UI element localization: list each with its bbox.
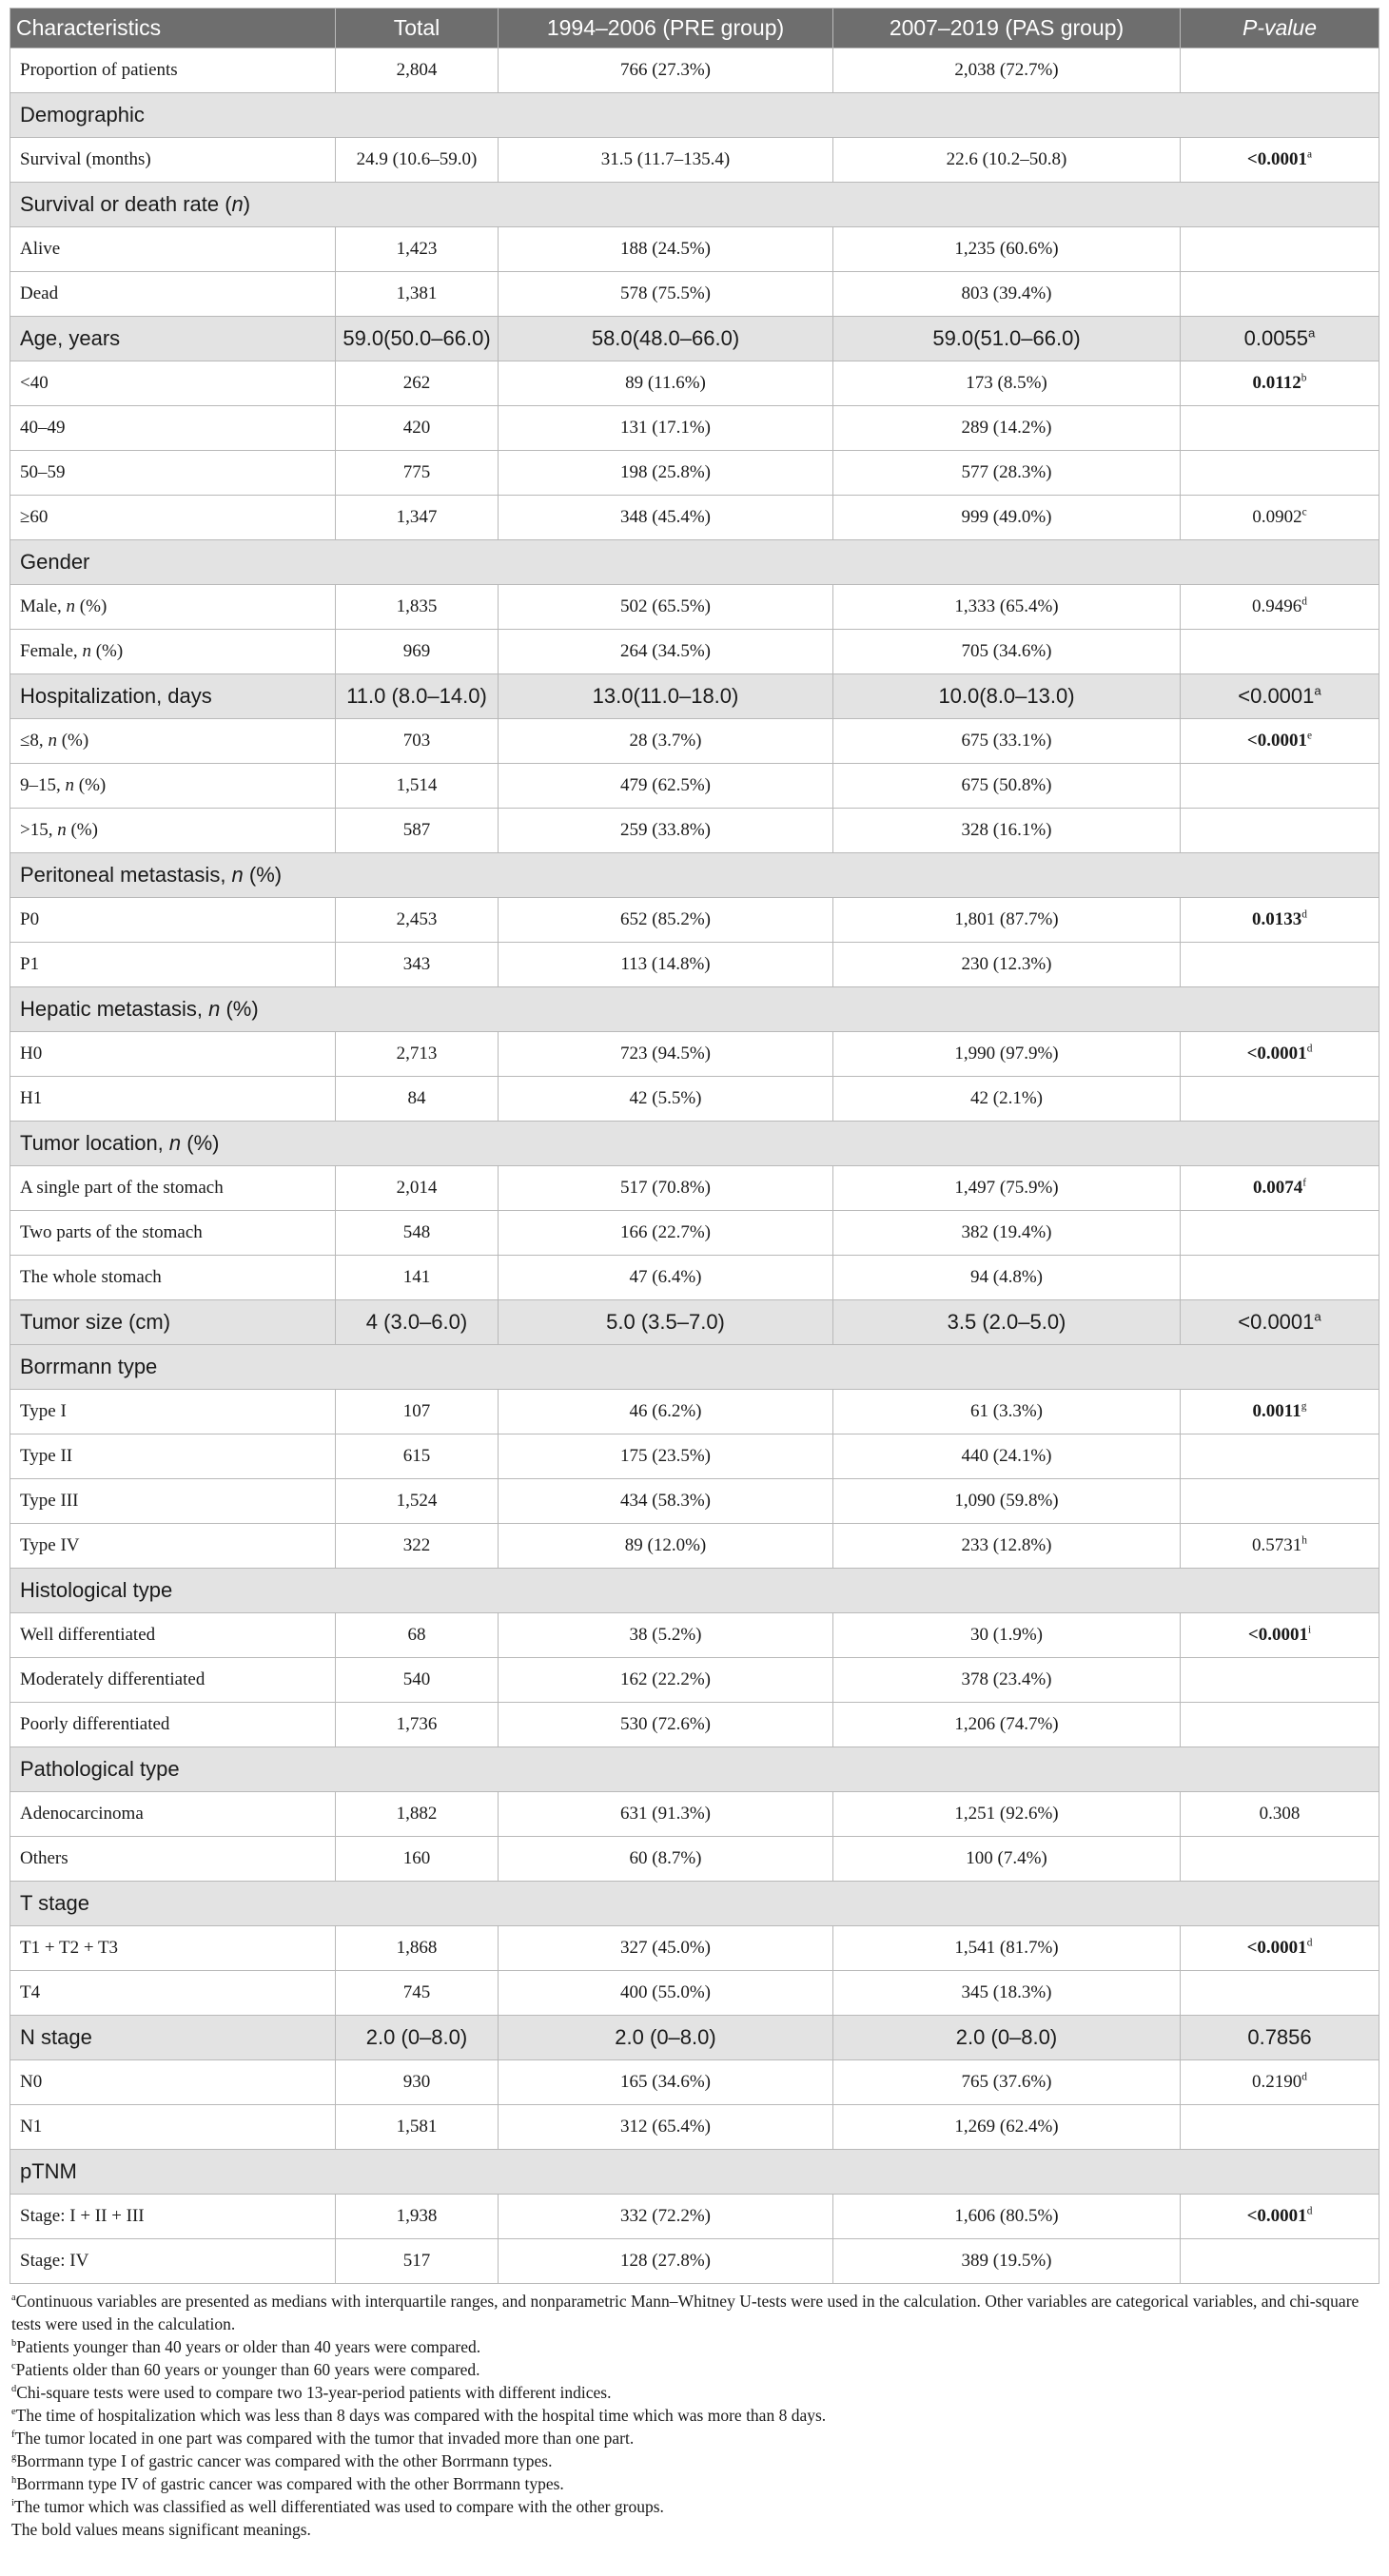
cell-p-value	[1181, 1971, 1379, 2016]
cell-total: 262	[336, 361, 499, 406]
cell-pre-group: 165 (34.6%)	[499, 2060, 833, 2105]
cell-total: 343	[336, 943, 499, 987]
table-row	[10, 49, 1379, 93]
cell-total: 2.0 (0–8.0)	[336, 2016, 499, 2060]
cell-total: 160	[336, 1837, 499, 1882]
cell-pre-group: 652 (85.2%)	[499, 898, 833, 943]
section-label: T stage	[10, 1882, 1379, 1926]
cell-pas-group: 10.0(8.0–13.0)	[833, 674, 1181, 719]
cell-p-value: 0.0133$^d$	[1181, 898, 1379, 943]
table-row	[10, 764, 1379, 809]
cell-total: 969	[336, 630, 499, 674]
table-row	[10, 1837, 1379, 1882]
cell-pas-group: 675 (33.1%)	[833, 719, 1181, 764]
cell-p-value	[1181, 227, 1379, 272]
cell-pre-group: 264 (34.5%)	[499, 630, 833, 674]
cell-characteristic: N stage	[10, 2016, 336, 2060]
cell-characteristic: N1	[10, 2105, 336, 2150]
cell-characteristic: A single part of the stomach	[10, 1166, 336, 1211]
table-row	[10, 1434, 1379, 1479]
cell-characteristic: Type III	[10, 1479, 336, 1524]
cell-total: 84	[336, 1077, 499, 1122]
cell-total: 703	[336, 719, 499, 764]
cell-total: 1,347	[336, 496, 499, 540]
table-row	[10, 406, 1379, 451]
cell-total: 141	[336, 1256, 499, 1300]
cell-pas-group: 577 (28.3%)	[833, 451, 1181, 496]
section-summary-row	[10, 317, 1379, 361]
section-label: Demographic	[10, 93, 1379, 138]
footnote: $^h$Borrmann type IV of gastric cancer was compared with the other Borrmann types.	[11, 2474, 564, 2493]
footnote: $^g$Borrmann type I of gastric cancer was compared with the other Borrmann types.	[11, 2451, 553, 2470]
table-row	[10, 361, 1379, 406]
cell-pre-group: 723 (94.5%)	[499, 1032, 833, 1077]
cell-pre-group: 502 (65.5%)	[499, 585, 833, 630]
table-row	[10, 1971, 1379, 2016]
cell-characteristic: Age, years	[10, 317, 336, 361]
table-header-row	[10, 9, 1379, 49]
section-row	[10, 1345, 1379, 1390]
cell-total: 930	[336, 2060, 499, 2105]
cell-total: 1,835	[336, 585, 499, 630]
cell-pre-group: 46 (6.2%)	[499, 1390, 833, 1434]
cell-characteristic: Survival (months)	[10, 138, 336, 183]
cell-p-value: <0.0001$^a$	[1181, 1300, 1379, 1345]
cell-p-value	[1181, 809, 1379, 853]
cell-p-value	[1181, 1077, 1379, 1122]
cell-pas-group: 30 (1.9%)	[833, 1613, 1181, 1658]
cell-p-value	[1181, 451, 1379, 496]
cell-pas-group: 1,206 (74.7%)	[833, 1703, 1181, 1747]
cell-characteristic: T4	[10, 1971, 336, 2016]
cell-p-value: 0.0112$^b$	[1181, 361, 1379, 406]
section-row	[10, 1882, 1379, 1926]
table-row	[10, 1256, 1379, 1300]
cell-pas-group: 1,333 (65.4%)	[833, 585, 1181, 630]
cell-characteristic: Well differentiated	[10, 1613, 336, 1658]
cell-pas-group: 1,606 (80.5%)	[833, 2195, 1181, 2239]
section-summary-row	[10, 1300, 1379, 1345]
cell-total: 1,882	[336, 1792, 499, 1837]
cell-pre-group: 38 (5.2%)	[499, 1613, 833, 1658]
cell-pre-group: 631 (91.3%)	[499, 1792, 833, 1837]
cell-p-value: 0.0902$^c$	[1181, 496, 1379, 540]
cell-total: 775	[336, 451, 499, 496]
section-label: Survival or death rate (n)	[10, 183, 1379, 227]
cell-characteristic: ≥60	[10, 496, 336, 540]
section-row	[10, 1747, 1379, 1792]
table-row	[10, 943, 1379, 987]
table-row	[10, 2060, 1379, 2105]
section-row	[10, 93, 1379, 138]
cell-characteristic: 9–15, n (%)	[10, 764, 336, 809]
section-row	[10, 1122, 1379, 1166]
cell-pas-group: 999 (49.0%)	[833, 496, 1181, 540]
cell-p-value: 0.0011$^g$	[1181, 1390, 1379, 1434]
table-row	[10, 585, 1379, 630]
cell-total: 68	[336, 1613, 499, 1658]
table-row	[10, 1211, 1379, 1256]
cell-characteristic: T1 + T2 + T3	[10, 1926, 336, 1971]
cell-pas-group: 328 (16.1%)	[833, 809, 1181, 853]
cell-pre-group: 89 (11.6%)	[499, 361, 833, 406]
footnote: $^i$The tumor which was classified as well differentiated was used to compare with the other groups.	[11, 2497, 664, 2516]
cell-total: 11.0 (8.0–14.0)	[336, 674, 499, 719]
section-label: Borrmann type	[10, 1345, 1379, 1390]
cell-p-value: <0.0001$^d$	[1181, 2195, 1379, 2239]
cell-pas-group: 440 (24.1%)	[833, 1434, 1181, 1479]
footnote: $^a$Continuous variables are presented as medians with interquartile ranges, and nonparametric Mann–Whitney U-tests were used in the calculation. Other variables are categorical variables, and chi-square tests were used in the calculation.	[11, 2292, 1360, 2333]
cell-total: 420	[336, 406, 499, 451]
cell-p-value	[1181, 49, 1379, 93]
cell-pas-group: 1,269 (62.4%)	[833, 2105, 1181, 2150]
cell-p-value: 0.7856	[1181, 2016, 1379, 2060]
cell-total: 1,423	[336, 227, 499, 272]
cell-characteristic: Adenocarcinoma	[10, 1792, 336, 1837]
header-p-value	[1181, 9, 1379, 49]
cell-pre-group: 47 (6.4%)	[499, 1256, 833, 1300]
cell-pre-group: 479 (62.5%)	[499, 764, 833, 809]
cell-pas-group: 675 (50.8%)	[833, 764, 1181, 809]
cell-p-value: 0.0055$^a$	[1181, 317, 1379, 361]
cell-p-value	[1181, 1703, 1379, 1747]
cell-p-value	[1181, 1256, 1379, 1300]
cell-p-value: 0.2190$^d$	[1181, 2060, 1379, 2105]
cell-total: 1,524	[336, 1479, 499, 1524]
cell-pre-group: 175 (23.5%)	[499, 1434, 833, 1479]
cell-pas-group: 1,251 (92.6%)	[833, 1792, 1181, 1837]
cell-total: 517	[336, 2239, 499, 2284]
cell-total: 1,581	[336, 2105, 499, 2150]
cell-pre-group: 28 (3.7%)	[499, 719, 833, 764]
cell-pas-group: 1,497 (75.9%)	[833, 1166, 1181, 1211]
cell-characteristic: 50–59	[10, 451, 336, 496]
cell-characteristic: Female, n (%)	[10, 630, 336, 674]
cell-p-value: <0.0001$^a$	[1181, 674, 1379, 719]
cell-total: 2,014	[336, 1166, 499, 1211]
cell-pas-group: 1,801 (87.7%)	[833, 898, 1181, 943]
header-pas-group: 2007–2019 (PAS group)	[833, 9, 1181, 49]
table-row	[10, 2239, 1379, 2284]
cell-pre-group: 58.0(48.0–66.0)	[499, 317, 833, 361]
cell-pre-group: 166 (22.7%)	[499, 1211, 833, 1256]
cell-total: 107	[336, 1390, 499, 1434]
cell-characteristic: P0	[10, 898, 336, 943]
cell-total: 615	[336, 1434, 499, 1479]
cell-p-value: <0.0001$^d$	[1181, 1926, 1379, 1971]
cell-pas-group: 3.5 (2.0–5.0)	[833, 1300, 1181, 1345]
characteristics-table	[10, 8, 1379, 2284]
section-row	[10, 1569, 1379, 1613]
cell-p-value: <0.0001$^d$	[1181, 1032, 1379, 1077]
section-row	[10, 183, 1379, 227]
table-row	[10, 898, 1379, 943]
cell-p-value	[1181, 630, 1379, 674]
table-row	[10, 1390, 1379, 1434]
section-label: Peritoneal metastasis, n (%)	[10, 853, 1379, 898]
table-row	[10, 496, 1379, 540]
cell-p-value	[1181, 1434, 1379, 1479]
cell-pre-group: 434 (58.3%)	[499, 1479, 833, 1524]
cell-characteristic: Type I	[10, 1390, 336, 1434]
cell-p-value	[1181, 1479, 1379, 1524]
cell-pre-group: 348 (45.4%)	[499, 496, 833, 540]
footnotes	[10, 2290, 1379, 2541]
cell-p-value: 0.308	[1181, 1792, 1379, 1837]
cell-characteristic: N0	[10, 2060, 336, 2105]
cell-characteristic: Tumor size (cm)	[10, 1300, 336, 1345]
cell-pas-group: 94 (4.8%)	[833, 1256, 1181, 1300]
cell-p-value: 0.9496$^d$	[1181, 585, 1379, 630]
table-container	[10, 8, 1379, 2541]
cell-characteristic: Alive	[10, 227, 336, 272]
cell-characteristic: Proportion of patients	[10, 49, 336, 93]
cell-characteristic: ≤8, n (%)	[10, 719, 336, 764]
cell-pas-group: 1,541 (81.7%)	[833, 1926, 1181, 1971]
header-p-value-label: P-value	[1242, 15, 1317, 40]
cell-pas-group: 61 (3.3%)	[833, 1390, 1181, 1434]
cell-pas-group: 705 (34.6%)	[833, 630, 1181, 674]
cell-pre-group: 31.5 (11.7–135.4)	[499, 138, 833, 183]
cell-pas-group: 345 (18.3%)	[833, 1971, 1181, 2016]
cell-pre-group: 400 (55.0%)	[499, 1971, 833, 2016]
cell-pas-group: 1,090 (59.8%)	[833, 1479, 1181, 1524]
table-row	[10, 719, 1379, 764]
cell-pas-group: 59.0(51.0–66.0)	[833, 317, 1181, 361]
table-row	[10, 138, 1379, 183]
footnote: $^d$Chi-square tests were used to compare two 13-year-period patients with different indices.	[11, 2383, 612, 2402]
cell-total: 587	[336, 809, 499, 853]
cell-pas-group: 100 (7.4%)	[833, 1837, 1181, 1882]
table-row	[10, 1166, 1379, 1211]
cell-total: 24.9 (10.6–59.0)	[336, 138, 499, 183]
cell-pas-group: 173 (8.5%)	[833, 361, 1181, 406]
cell-total: 4 (3.0–6.0)	[336, 1300, 499, 1345]
cell-total: 745	[336, 1971, 499, 2016]
cell-characteristic: H0	[10, 1032, 336, 1077]
section-summary-row	[10, 674, 1379, 719]
cell-total: 1,381	[336, 272, 499, 317]
cell-pas-group: 378 (23.4%)	[833, 1658, 1181, 1703]
cell-p-value: 0.5731$^h$	[1181, 1524, 1379, 1569]
cell-characteristic: Type IV	[10, 1524, 336, 1569]
cell-p-value	[1181, 406, 1379, 451]
cell-characteristic: Dead	[10, 272, 336, 317]
cell-p-value	[1181, 1837, 1379, 1882]
cell-p-value	[1181, 272, 1379, 317]
cell-characteristic: Poorly differentiated	[10, 1703, 336, 1747]
cell-p-value: <0.0001$^a$	[1181, 138, 1379, 183]
cell-pre-group: 578 (75.5%)	[499, 272, 833, 317]
table-row	[10, 227, 1379, 272]
cell-total: 1,868	[336, 1926, 499, 1971]
cell-pre-group: 60 (8.7%)	[499, 1837, 833, 1882]
cell-total: 1,938	[336, 2195, 499, 2239]
cell-total: 59.0(50.0–66.0)	[336, 317, 499, 361]
footnote: $^b$Patients younger than 40 years or older than 40 years were compared.	[11, 2337, 481, 2356]
table-row	[10, 630, 1379, 674]
cell-p-value	[1181, 1211, 1379, 1256]
cell-total: 548	[336, 1211, 499, 1256]
cell-characteristic: Others	[10, 1837, 336, 1882]
cell-pas-group: 230 (12.3%)	[833, 943, 1181, 987]
table-body	[10, 49, 1379, 2284]
cell-p-value	[1181, 2105, 1379, 2150]
cell-pas-group: 22.6 (10.2–50.8)	[833, 138, 1181, 183]
cell-characteristic: H1	[10, 1077, 336, 1122]
cell-total: 1,736	[336, 1703, 499, 1747]
cell-characteristic: Two parts of the stomach	[10, 1211, 336, 1256]
cell-characteristic: The whole stomach	[10, 1256, 336, 1300]
footnote: $^c$Patients older than 60 years or younger than 60 years were compared.	[11, 2360, 480, 2379]
table-row	[10, 1613, 1379, 1658]
cell-pas-group: 382 (19.4%)	[833, 1211, 1181, 1256]
cell-pre-group: 332 (72.2%)	[499, 2195, 833, 2239]
table-row	[10, 2195, 1379, 2239]
table-row	[10, 2105, 1379, 2150]
cell-pas-group: 233 (12.8%)	[833, 1524, 1181, 1569]
cell-pre-group: 162 (22.2%)	[499, 1658, 833, 1703]
section-label: Histological type	[10, 1569, 1379, 1613]
section-summary-row	[10, 2016, 1379, 2060]
section-row	[10, 540, 1379, 585]
cell-pre-group: 2.0 (0–8.0)	[499, 2016, 833, 2060]
cell-pre-group: 42 (5.5%)	[499, 1077, 833, 1122]
footnote: $^e$The time of hospitalization which was less than 8 days was compared with the hospital time which was more than 8 days.	[11, 2406, 827, 2425]
section-label: pTNM	[10, 2150, 1379, 2195]
table-row	[10, 1479, 1379, 1524]
table-row	[10, 1792, 1379, 1837]
cell-pre-group: 327 (45.0%)	[499, 1926, 833, 1971]
cell-pre-group: 198 (25.8%)	[499, 451, 833, 496]
section-label: Pathological type	[10, 1747, 1379, 1792]
footnote: $^f$The tumor located in one part was compared with the tumor that invaded more than one part.	[11, 2429, 635, 2448]
cell-pre-group: 89 (12.0%)	[499, 1524, 833, 1569]
cell-p-value: $<0.0001^i$	[1181, 1613, 1379, 1658]
header-total: Total	[336, 9, 499, 49]
table-row	[10, 1703, 1379, 1747]
cell-pre-group: 259 (33.8%)	[499, 809, 833, 853]
section-row	[10, 2150, 1379, 2195]
table-row	[10, 451, 1379, 496]
cell-total: 2,804	[336, 49, 499, 93]
cell-characteristic: P1	[10, 943, 336, 987]
cell-total: 2,453	[336, 898, 499, 943]
cell-pre-group: 517 (70.8%)	[499, 1166, 833, 1211]
cell-pre-group: 128 (27.8%)	[499, 2239, 833, 2284]
cell-pas-group: 289 (14.2%)	[833, 406, 1181, 451]
cell-p-value	[1181, 1658, 1379, 1703]
cell-pre-group: 312 (65.4%)	[499, 2105, 833, 2150]
section-row	[10, 853, 1379, 898]
cell-pre-group: 131 (17.1%)	[499, 406, 833, 451]
header-pre-group: 1994–2006 (PRE group)	[499, 9, 833, 49]
cell-total: 2,713	[336, 1032, 499, 1077]
footnote: The bold values means significant meanings.	[11, 2520, 311, 2539]
table-row	[10, 1077, 1379, 1122]
cell-pas-group: 803 (39.4%)	[833, 272, 1181, 317]
cell-pre-group: 13.0(11.0–18.0)	[499, 674, 833, 719]
cell-characteristic: 40–49	[10, 406, 336, 451]
cell-pas-group: 2.0 (0–8.0)	[833, 2016, 1181, 2060]
cell-total: 540	[336, 1658, 499, 1703]
cell-pre-group: 113 (14.8%)	[499, 943, 833, 987]
cell-total: 322	[336, 1524, 499, 1569]
cell-characteristic: >15, n (%)	[10, 809, 336, 853]
cell-pre-group: 188 (24.5%)	[499, 227, 833, 272]
cell-pas-group: 42 (2.1%)	[833, 1077, 1181, 1122]
cell-total: 1,514	[336, 764, 499, 809]
header-characteristics: Characteristics	[10, 9, 336, 49]
cell-pas-group: 2,038 (72.7%)	[833, 49, 1181, 93]
table-row	[10, 1524, 1379, 1569]
cell-pas-group: 1,990 (97.9%)	[833, 1032, 1181, 1077]
table-row	[10, 1926, 1379, 1971]
cell-characteristic: Male, n (%)	[10, 585, 336, 630]
table-row	[10, 272, 1379, 317]
cell-pas-group: 1,235 (60.6%)	[833, 227, 1181, 272]
table-row	[10, 1658, 1379, 1703]
cell-pre-group: 530 (72.6%)	[499, 1703, 833, 1747]
cell-p-value: <0.0001$^e$	[1181, 719, 1379, 764]
cell-p-value	[1181, 764, 1379, 809]
section-label: Hepatic metastasis, n (%)	[10, 987, 1379, 1032]
cell-characteristic: <40	[10, 361, 336, 406]
table-row	[10, 1032, 1379, 1077]
cell-characteristic: Hospitalization, days	[10, 674, 336, 719]
cell-characteristic: Stage: I + II + III	[10, 2195, 336, 2239]
cell-p-value: 0.0074$^f$	[1181, 1166, 1379, 1211]
cell-characteristic: Type II	[10, 1434, 336, 1479]
section-label: Tumor location, n (%)	[10, 1122, 1379, 1166]
cell-p-value	[1181, 2239, 1379, 2284]
cell-pre-group: 766 (27.3%)	[499, 49, 833, 93]
section-label: Gender	[10, 540, 1379, 585]
cell-p-value	[1181, 943, 1379, 987]
cell-pas-group: 389 (19.5%)	[833, 2239, 1181, 2284]
cell-pre-group: 5.0 (3.5–7.0)	[499, 1300, 833, 1345]
cell-pas-group: 765 (37.6%)	[833, 2060, 1181, 2105]
table-row	[10, 809, 1379, 853]
cell-characteristic: Moderately differentiated	[10, 1658, 336, 1703]
section-row	[10, 987, 1379, 1032]
cell-characteristic: Stage: IV	[10, 2239, 336, 2284]
